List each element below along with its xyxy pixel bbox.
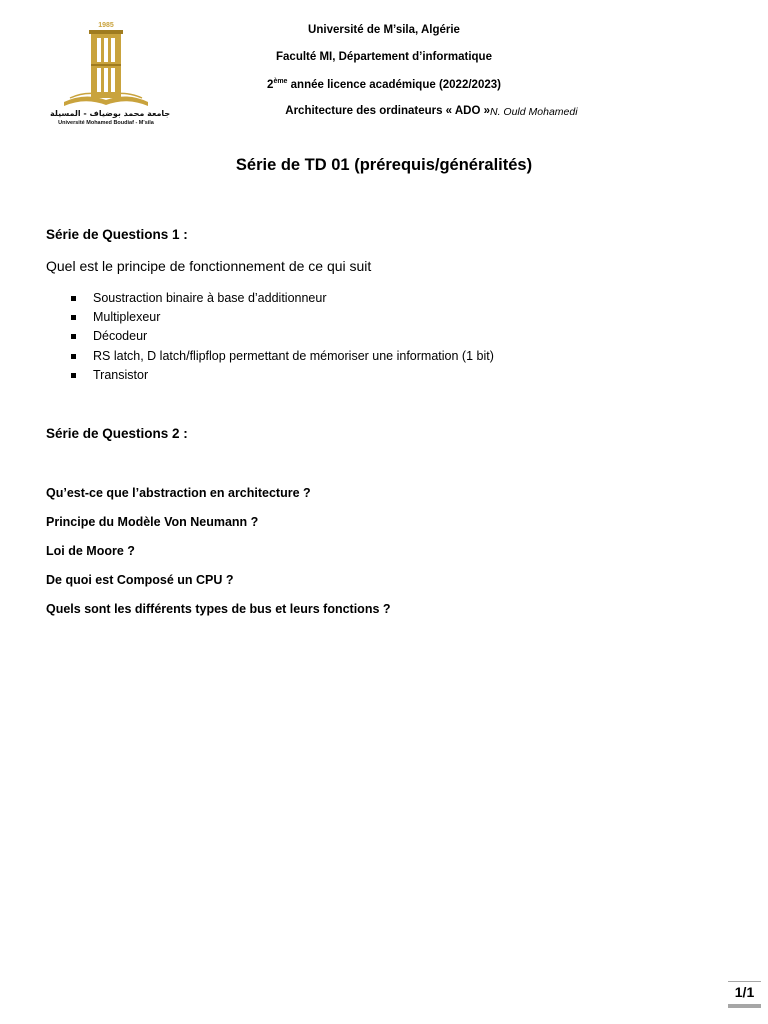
bullet-square-icon <box>71 334 76 339</box>
list-item <box>71 347 494 366</box>
header-academic-year <box>200 78 568 91</box>
question: Principe du Modèle Von Neumann ? <box>46 515 259 529</box>
list-item <box>71 289 494 308</box>
year-number: 2 <box>267 78 274 91</box>
list-item-text: Décodeur <box>93 329 148 344</box>
bullet-square-icon <box>71 315 76 320</box>
list-item <box>71 327 494 346</box>
page-title: Série de TD 01 (prérequis/généralités) <box>235 156 533 174</box>
question: Qu’est-ce que l’abstraction en architecture ? <box>46 486 311 500</box>
header-course: Architecture des ordinateurs « ADO » <box>285 105 490 117</box>
series2-heading: Série de Questions 2 : <box>46 426 188 441</box>
list-item-text: RS latch, D latch/flipflop permettant de mémoriser une information (1 bit) <box>93 348 494 363</box>
university-logo <box>50 18 171 130</box>
series1-heading: Série de Questions 1 : <box>46 227 188 242</box>
list-item-text: Soustraction binaire à base d’additionneur <box>93 291 327 305</box>
question: Loi de Moore ? <box>46 544 135 558</box>
list-item <box>71 366 494 385</box>
bullet-square-icon <box>71 354 76 359</box>
list-item-text: Transistor <box>93 367 149 382</box>
header-university: Université de M’sila, Algérie <box>308 24 460 36</box>
bullet-square-icon <box>71 296 76 301</box>
question: De quoi est Composé un CPU ? <box>46 573 234 587</box>
bullet-square-icon <box>71 373 76 378</box>
year-superscript: ème <box>273 78 288 85</box>
page-number-bar <box>728 1004 761 1008</box>
page-number: 1/1 <box>734 984 755 1000</box>
logo-french-name: Université Mohamed Boudiaf - M'sila <box>58 120 154 126</box>
page-number-divider <box>728 981 761 982</box>
year-rest: année licence académique (2022/2023) <box>287 78 501 91</box>
list-item <box>71 308 494 327</box>
series1-list <box>71 289 494 385</box>
series1-lead: Quel est le principe de fonctionnement de ce qui suit <box>46 258 372 274</box>
header-faculty: Faculté MI, Département d’informatique <box>276 51 492 63</box>
logo-year: 1985 <box>98 22 114 29</box>
logo-arabic-name: جامعة محمد بوضياف - المسيلة <box>50 109 171 118</box>
question: Quels sont les différents types de bus et leurs fonctions ? <box>46 602 391 616</box>
list-item-text: Multiplexeur <box>93 310 161 325</box>
header-author: N. Ould Mohamedi <box>490 106 578 118</box>
